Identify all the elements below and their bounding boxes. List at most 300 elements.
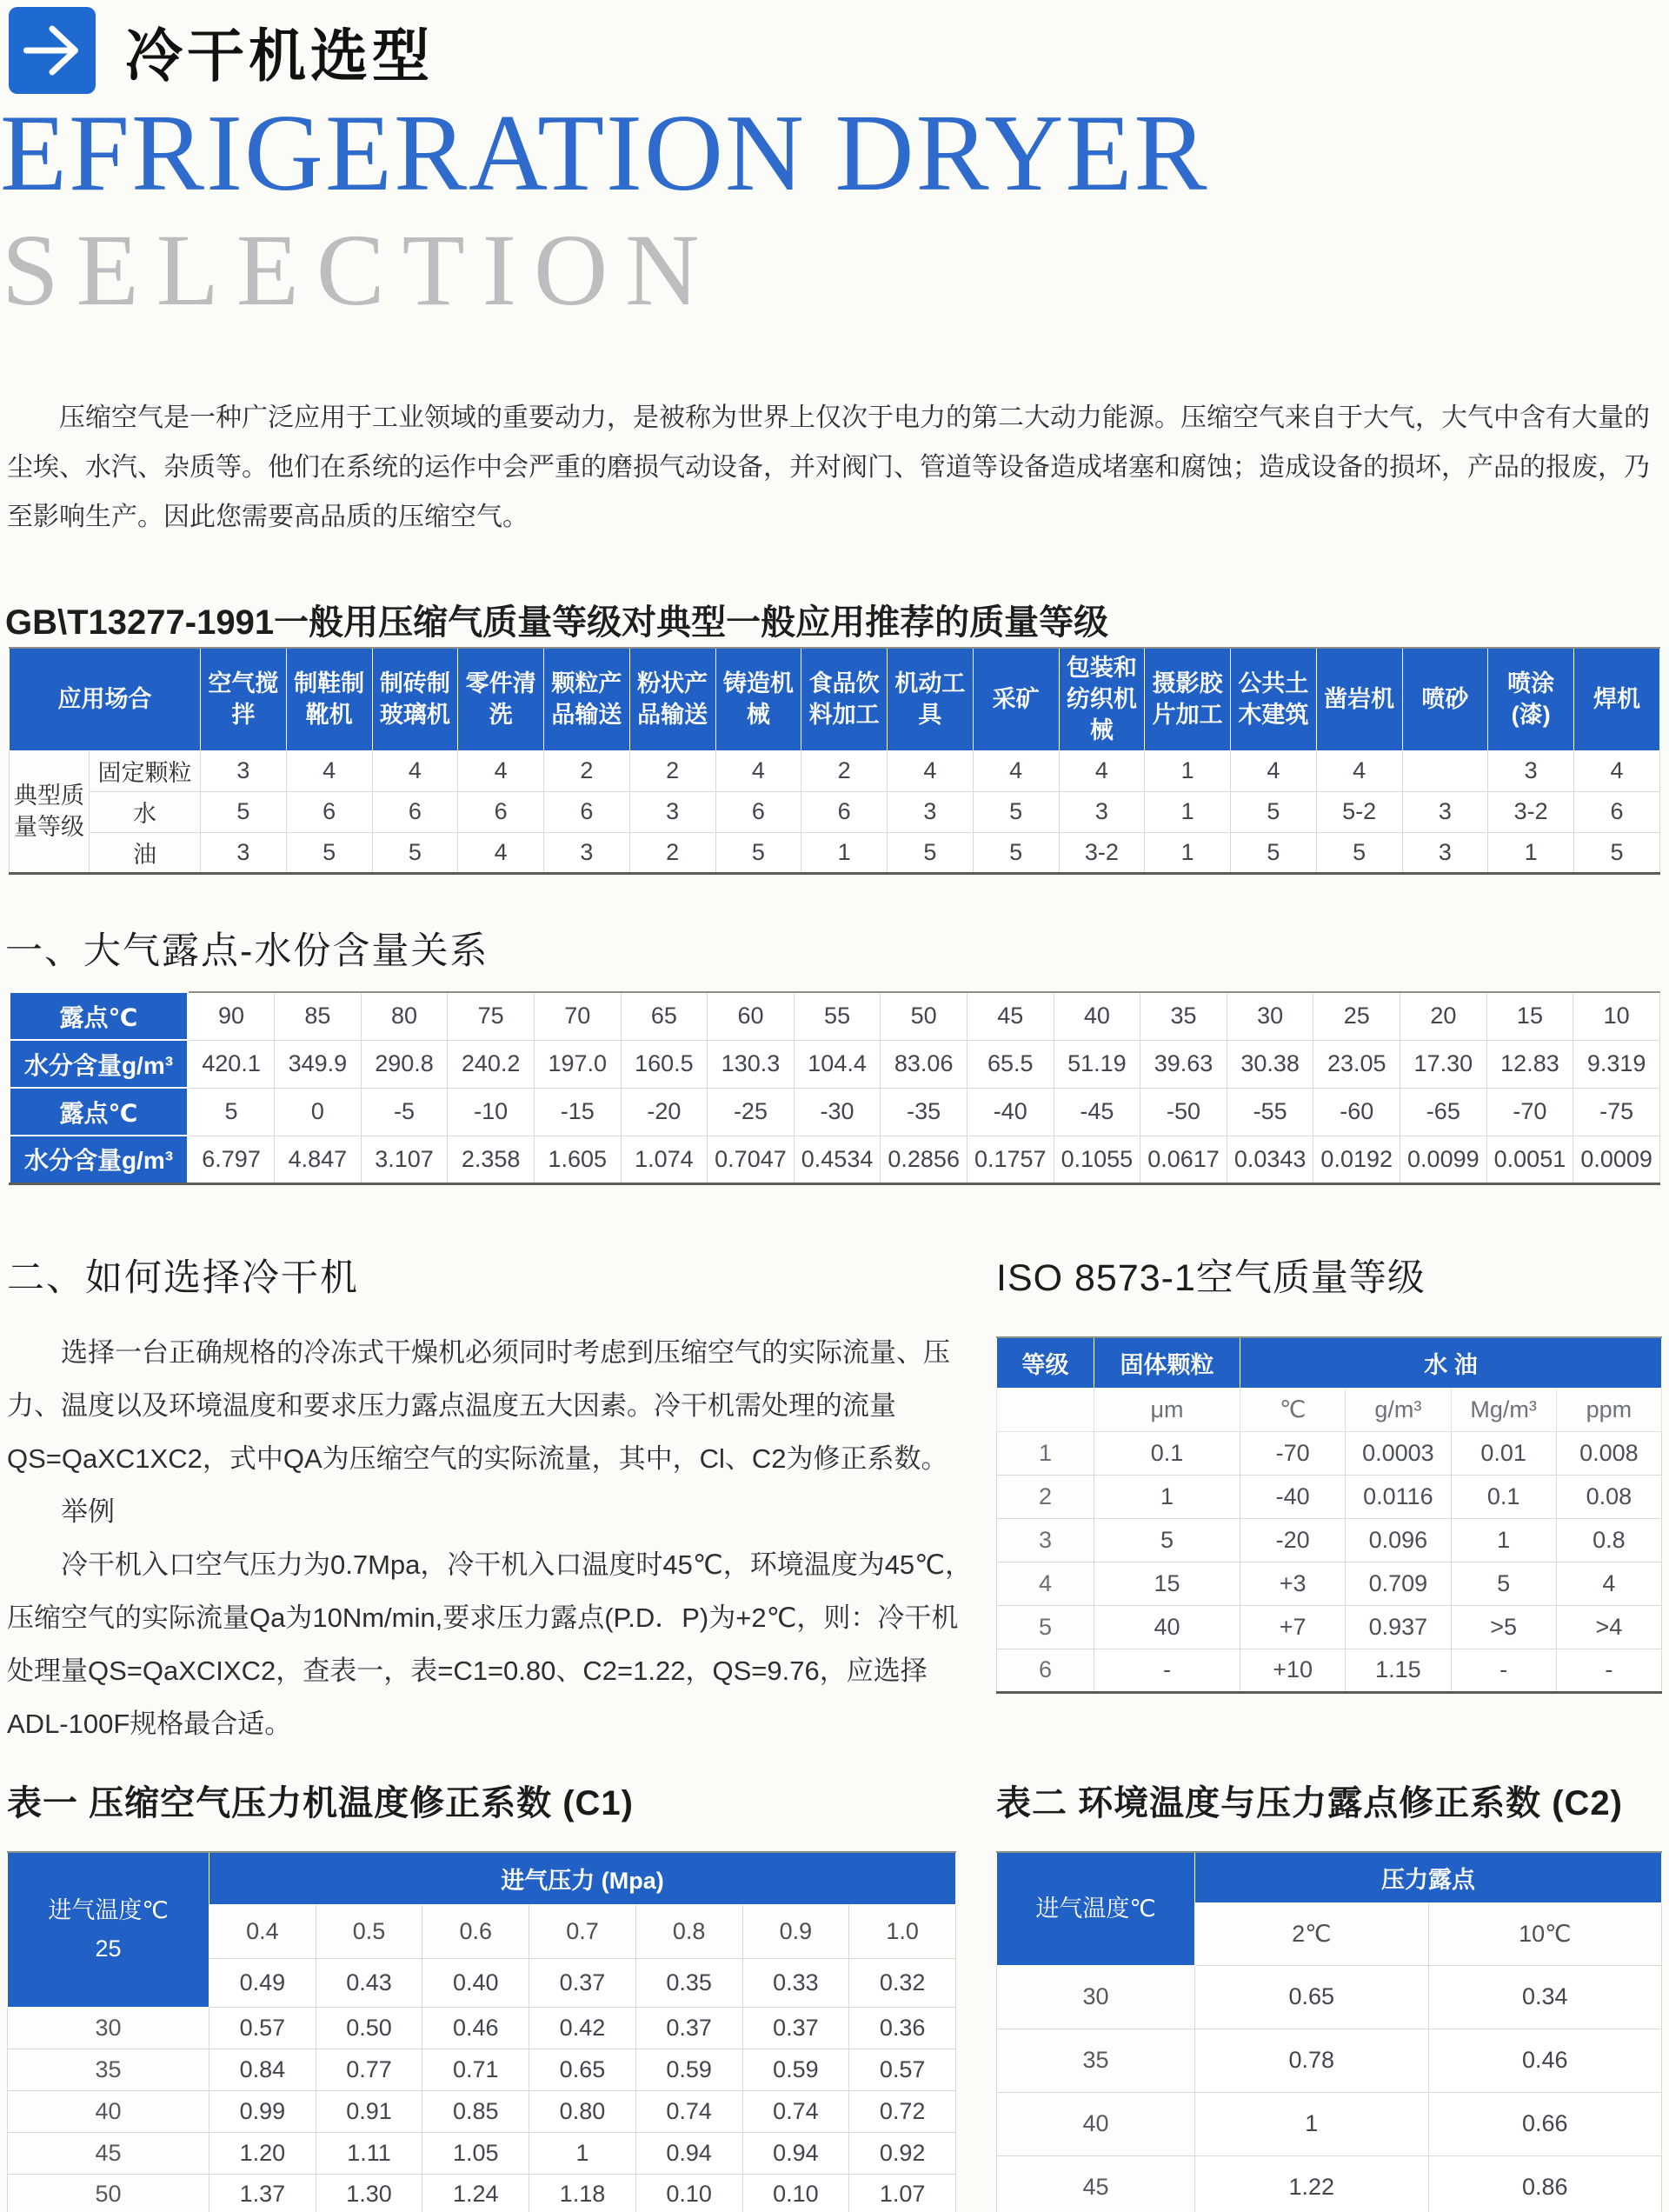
table-row — [997, 2155, 1662, 2212]
row-label: 1 — [997, 1431, 1094, 1475]
column-header: 制砖制玻璃机 — [372, 648, 458, 750]
table-cell: 5 — [1231, 832, 1317, 873]
table-cell: 9.319 — [1573, 1040, 1660, 1088]
table-cell: 0.65 — [1195, 1965, 1429, 2029]
table-cell: 1 — [1451, 1518, 1556, 1562]
table-cell: 2 — [544, 750, 630, 791]
c2-corner-label: 进气温度℃ — [1035, 1896, 1156, 1922]
table-cell: 0.80 — [529, 2090, 636, 2132]
page-title-cn: 冷干机选型 — [125, 23, 434, 88]
table-cell: 5 — [973, 791, 1059, 832]
table-row — [10, 791, 1660, 832]
section1-title: 一、大气露点-水份含量关系 — [5, 930, 489, 972]
table-cell: 2.358 — [448, 1136, 535, 1183]
table-cell: 15 — [1094, 1562, 1240, 1605]
table-cell: 3 — [201, 832, 287, 873]
table-cell: 240.2 — [448, 1040, 535, 1088]
table-cell: 1.18 — [529, 2174, 636, 2212]
table-cell: 6.797 — [188, 1136, 275, 1183]
table-cell: 4 — [1316, 750, 1402, 791]
table-cell: 6 — [372, 791, 458, 832]
table-cell: 1.37 — [209, 2174, 316, 2212]
table-cell: 5-2 — [1316, 791, 1402, 832]
table-cell: 0.72 — [849, 2090, 956, 2132]
table-cell: -45 — [1054, 1088, 1140, 1136]
table-cell: 30 — [1227, 992, 1313, 1040]
table-cell: 197.0 — [534, 1040, 621, 1088]
table-cell: 4 — [888, 750, 974, 791]
row-label: 4 — [997, 1562, 1094, 1605]
row-label: 露点℃ — [10, 1088, 188, 1136]
table-row — [997, 2029, 1662, 2092]
table-cell: 0.99 — [209, 2090, 316, 2132]
table-cell: 90 — [188, 992, 275, 1040]
table-cell: 0.84 — [209, 2049, 316, 2090]
table-cell: 0.85 — [422, 2090, 529, 2132]
table-cell: >5 — [1451, 1605, 1556, 1649]
intro-paragraph: 压缩空气是一种广泛应用于工业领域的重要动力，是被称为世界上仅次于电力的第二大动力能源。压缩空气来自于大气，大气中含有大量的尘埃、水汽、杂质等。他们在系统的运作中会严重的磨损气动设备，并对阀门、管道等设备造成堵塞和腐蚀；造成设备的损坏，产品的报废，乃至影响生产。因此您需要高品质的压缩空气。 — [7, 403, 1650, 531]
unit-header: μm — [1094, 1388, 1240, 1431]
table-cell: 5 — [1316, 832, 1402, 873]
table-cell: 1.074 — [621, 1136, 708, 1183]
table-cell: 0.10 — [742, 2174, 849, 2212]
table-cell: 6 — [715, 791, 801, 832]
column-header: 空气搅拌 — [201, 648, 287, 750]
table-cell: 10 — [1573, 992, 1660, 1040]
column-header: 焊机 — [1574, 648, 1660, 750]
table-cell: 35 — [1140, 992, 1227, 1040]
column-header: 喷砂 — [1402, 648, 1488, 750]
iso-table — [996, 1336, 1662, 1694]
table-cell: 104.4 — [794, 1040, 881, 1088]
table-cell: -50 — [1140, 1088, 1227, 1136]
table-cell: 0.1 — [1094, 1431, 1240, 1475]
page-title-en-line2: SELECTION — [2, 213, 717, 327]
c1-header-row — [8, 1852, 956, 1904]
table-cell: 0.937 — [1346, 1605, 1451, 1649]
table-cell: 6 — [544, 791, 630, 832]
c1-corner-cell — [8, 1852, 209, 2007]
c1-pressure-header: 进气压力 (Mpa) — [209, 1852, 956, 1904]
table-cell: 6 — [801, 791, 888, 832]
table-cell: 0.10 — [635, 2174, 742, 2212]
table-cell: 3-2 — [1488, 791, 1574, 832]
table-cell: 3 — [201, 750, 287, 791]
table-cell: 4 — [286, 750, 372, 791]
table-cell: 0.94 — [635, 2132, 742, 2174]
table-cell: 4 — [1556, 1562, 1661, 1605]
c2-body — [997, 1965, 1662, 2212]
table-cell: 0.35 — [635, 1958, 742, 2007]
table-cell: 3 — [1402, 791, 1488, 832]
row-label: 水 — [90, 791, 201, 832]
table-cell: -30 — [794, 1088, 881, 1136]
pressure-header: 0.9 — [742, 1904, 849, 1958]
table-cell: 0.0617 — [1140, 1136, 1227, 1183]
column-header: 食品饮料加工 — [801, 648, 888, 750]
table-cell: 0.0343 — [1227, 1136, 1313, 1183]
iso-section — [996, 1249, 1662, 1694]
table-cell: - — [1556, 1649, 1661, 1692]
table-cell: 0.59 — [635, 2049, 742, 2090]
column-header: 零件清洗 — [458, 648, 544, 750]
table-cell: 0.77 — [316, 2049, 422, 2090]
table-c1-title: 表一 压缩空气压力机温度修正系数 (C1) — [7, 1784, 634, 1822]
table-cell: 2 — [629, 750, 715, 791]
iso-header-water-oil: 水 油 — [1240, 1337, 1662, 1388]
table-cell: 0.50 — [316, 2007, 422, 2049]
table-cell: 4 — [458, 832, 544, 873]
table-cell: 0.01 — [1451, 1431, 1556, 1475]
column-header: 凿岩机 — [1316, 648, 1402, 750]
table-cell: 3 — [544, 832, 630, 873]
blank-cell — [997, 1388, 1094, 1431]
table-row — [10, 1040, 1660, 1088]
table-row — [10, 1088, 1660, 1136]
table-cell: 1 — [1094, 1475, 1240, 1518]
table-cell: 0.0051 — [1486, 1136, 1573, 1183]
table-cell: 0.7047 — [708, 1136, 795, 1183]
table-cell: 0.37 — [635, 2007, 742, 2049]
table-cell: 1 — [529, 2132, 636, 2174]
c2-corner-cell — [997, 1852, 1195, 1965]
table-cell: 6 — [286, 791, 372, 832]
table-cell: +7 — [1240, 1605, 1346, 1649]
quality-header-row — [10, 648, 1660, 750]
iso-units-row — [997, 1388, 1662, 1431]
table-cell: 1.07 — [849, 2174, 956, 2212]
section2-paragraph-3: 冷干机入口空气压力为0.7Mpa，冷干机入口温度时45℃，环境温度为45℃，压缩空气的实际流量Qa为10Nm/min,要求压力露点(P.D．P)为+2℃，则：冷干机处理量QS=QaXCIXC2，查表一，表=C1=0.80、C2=1.22，QS=9.76，应选择ADL-100F规格最合适。 — [7, 1549, 972, 1739]
table-cell: 5 — [888, 832, 974, 873]
table-cell: 0.34 — [1428, 1965, 1662, 2029]
c1-corner-label: 进气温度℃ — [48, 1897, 169, 1924]
table-cell: 5 — [188, 1088, 275, 1136]
table-cell: 4.847 — [275, 1136, 362, 1183]
table-c1 — [7, 1851, 956, 2212]
table-cell: 5 — [372, 832, 458, 873]
unit-header: ℃ — [1240, 1388, 1346, 1431]
table-cell: 0.57 — [849, 2049, 956, 2090]
row-label: 固定颗粒 — [90, 750, 201, 791]
table-cell: 0.0192 — [1313, 1136, 1400, 1183]
table-cell: 2 — [801, 750, 888, 791]
temp-label: 40 — [997, 2092, 1195, 2155]
table-cell: -5 — [361, 1088, 448, 1136]
row-label: 5 — [997, 1605, 1094, 1649]
table-cell: 70 — [534, 992, 621, 1040]
column-header: 采矿 — [973, 648, 1059, 750]
table-cell: 39.63 — [1140, 1040, 1227, 1088]
column-header: 制鞋制靴机 — [286, 648, 372, 750]
row-label: 油 — [90, 832, 201, 873]
table-cell: 17.30 — [1400, 1040, 1487, 1088]
table-cell: 4 — [458, 750, 544, 791]
table-cell: 85 — [275, 992, 362, 1040]
table-cell: -75 — [1573, 1088, 1660, 1136]
table-cell: 0.91 — [316, 2090, 422, 2132]
table-cell: 5 — [715, 832, 801, 873]
table-cell: 75 — [448, 992, 535, 1040]
corner-header: 应用场合 — [10, 648, 201, 750]
table-cell: 55 — [794, 992, 881, 1040]
table-cell: 6 — [458, 791, 544, 832]
table-cell: 1 — [1488, 832, 1574, 873]
table-cell: -10 — [448, 1088, 535, 1136]
table-cell: 50 — [881, 992, 967, 1040]
pressure-header: 0.8 — [635, 1904, 742, 1958]
column-header: 颗粒产品输送 — [544, 648, 630, 750]
table-row — [8, 2174, 956, 2212]
table-cell: 3-2 — [1059, 832, 1145, 873]
table-cell: 80 — [361, 992, 448, 1040]
table-cell: 0.66 — [1428, 2092, 1662, 2155]
row-label: 露点℃ — [10, 992, 188, 1040]
table-cell: 4 — [1059, 750, 1145, 791]
table-cell: 1.11 — [316, 2132, 422, 2174]
table-cell: -55 — [1227, 1088, 1313, 1136]
table-cell: 1 — [1195, 2092, 1429, 2155]
temp-label: 45 — [997, 2155, 1195, 2212]
table-cell: 83.06 — [881, 1040, 967, 1088]
section2-paragraph-1: 选择一台正确规格的冷冻式干燥机必须同时考虑到压缩空气的实际流量、压力、温度以及环境温度和要求压力露点温度五大因素。冷干机需处理的流量QS=QaXC1XC2，式中QA为压缩空气的实际流量，其中，Cl、C2为修正系数。 — [7, 1337, 950, 1474]
arrow-right-icon — [9, 7, 96, 94]
table-cell: 65 — [621, 992, 708, 1040]
pressure-header: 0.5 — [316, 1904, 422, 1958]
table-cell: -70 — [1240, 1431, 1346, 1475]
temp-label: 30 — [8, 2007, 209, 2049]
table-row — [997, 1431, 1662, 1475]
table-cell: 30.38 — [1227, 1040, 1313, 1088]
page-header — [9, 7, 434, 94]
table-row — [8, 2132, 956, 2174]
page-title-en: EFRIGERATION DRYER — [0, 93, 1209, 214]
table-cell: 15 — [1486, 992, 1573, 1040]
table-row — [8, 2049, 956, 2090]
table-cell: 5 — [1094, 1518, 1240, 1562]
table-cell: 4 — [973, 750, 1059, 791]
c2-dewpoint-header: 压力露点 — [1195, 1852, 1662, 1902]
table-row — [997, 2092, 1662, 2155]
table-cell: -60 — [1313, 1088, 1400, 1136]
table-cell: 0.0116 — [1346, 1475, 1451, 1518]
row-label: 6 — [997, 1649, 1094, 1692]
row-label: 水分含量g/m³ — [10, 1040, 188, 1088]
table-cell: 0.40 — [422, 1958, 529, 2007]
table-row — [10, 832, 1660, 873]
table-cell: 20 — [1400, 992, 1487, 1040]
column-header: 铸造机械 — [715, 648, 801, 750]
dewpoint-header: 2℃ — [1195, 1902, 1429, 1965]
temp-label: 45 — [8, 2132, 209, 2174]
table-cell: -15 — [534, 1088, 621, 1136]
table-cell: 0.42 — [529, 2007, 636, 2049]
table-cell: 160.5 — [621, 1040, 708, 1088]
table-cell: 3.107 — [361, 1136, 448, 1183]
table-cell: -40 — [967, 1088, 1054, 1136]
table-cell: 349.9 — [275, 1040, 362, 1088]
table-row — [8, 2007, 956, 2049]
table-cell: 4 — [715, 750, 801, 791]
table-cell: 3 — [629, 791, 715, 832]
table-cell: 0.37 — [529, 1958, 636, 2007]
table-cell: -20 — [621, 1088, 708, 1136]
table-cell: 40 — [1094, 1605, 1240, 1649]
table-cell: 0.86 — [1428, 2155, 1662, 2212]
table-cell: 3 — [1059, 791, 1145, 832]
table-cell: 0.709 — [1346, 1562, 1451, 1605]
c1-corner-value: 25 — [95, 1936, 122, 1962]
table-cell — [1402, 750, 1488, 791]
temp-label: 35 — [997, 2029, 1195, 2092]
table-cell: 5 — [1451, 1562, 1556, 1605]
table-cell: 12.83 — [1486, 1040, 1573, 1088]
section2-paragraph-2: 举例 — [61, 1496, 115, 1527]
table-cell: 4 — [372, 750, 458, 791]
iso-table-title: ISO 8573-1空气质量等级 — [996, 1257, 1426, 1299]
table-cell: 0.4534 — [794, 1136, 881, 1183]
pressure-header: 1.0 — [849, 1904, 956, 1958]
table-cell: 40 — [1054, 992, 1140, 1040]
table-cell: 23.05 — [1313, 1040, 1400, 1088]
table-row — [997, 1562, 1662, 1605]
table-cell: 6 — [1574, 791, 1660, 832]
table-cell: +10 — [1240, 1649, 1346, 1692]
quality-table — [9, 647, 1660, 875]
table-c2 — [996, 1851, 1662, 2212]
table-cell: 1 — [1145, 791, 1231, 832]
table-cell: 45 — [967, 992, 1054, 1040]
temp-label: 50 — [8, 2174, 209, 2212]
table-cell: 0.008 — [1556, 1431, 1661, 1475]
table-cell: - — [1094, 1649, 1240, 1692]
table-c2-section — [996, 1776, 1662, 2212]
table-cell: -35 — [881, 1088, 967, 1136]
table-cell: -25 — [708, 1088, 795, 1136]
iso-header-row — [997, 1337, 1662, 1388]
table-cell: 0.33 — [742, 1958, 849, 2007]
table-cell: 1 — [1145, 750, 1231, 791]
c1-body — [8, 2007, 956, 2212]
table-cell: 5 — [286, 832, 372, 873]
table-cell: 2 — [629, 832, 715, 873]
table-cell: 60 — [708, 992, 795, 1040]
column-header: 公共土木建筑 — [1231, 648, 1317, 750]
table-cell: 0.1757 — [967, 1136, 1054, 1183]
row-label: 3 — [997, 1518, 1094, 1562]
table-cell: - — [1451, 1649, 1556, 1692]
pressure-header: 0.4 — [209, 1904, 316, 1958]
dew-body — [10, 992, 1660, 1183]
table-cell: 0.32 — [849, 1958, 956, 2007]
table-cell: 0.36 — [849, 2007, 956, 2049]
table-cell: 420.1 — [188, 1040, 275, 1088]
iso-header-grade: 等级 — [997, 1337, 1094, 1388]
table-cell: 0.46 — [1428, 2029, 1662, 2092]
quality-body — [10, 750, 1660, 873]
table-cell: 0.92 — [849, 2132, 956, 2174]
table-cell: 1 — [1145, 832, 1231, 873]
table-cell: 0.94 — [742, 2132, 849, 2174]
row-group-label: 典型质量等级 — [10, 750, 90, 873]
section2 — [7, 1249, 982, 1750]
table-cell: 0.71 — [422, 2049, 529, 2090]
table-cell: 0.57 — [209, 2007, 316, 2049]
table-cell: 5 — [201, 791, 287, 832]
table-cell: 3 — [1488, 750, 1574, 791]
table-row — [997, 1518, 1662, 1562]
table-row — [8, 2090, 956, 2132]
table-cell: 0.08 — [1556, 1475, 1661, 1518]
table-row — [10, 750, 1660, 791]
table-cell: 1.605 — [534, 1136, 621, 1183]
table-cell: 0.2856 — [881, 1136, 967, 1183]
dewpoint-header: 10℃ — [1428, 1902, 1662, 1965]
table-cell: -65 — [1400, 1088, 1487, 1136]
table-cell: 0.59 — [742, 2049, 849, 2090]
table-cell: 4 — [1231, 750, 1317, 791]
table-cell: 3 — [888, 791, 974, 832]
column-header: 粉状产品输送 — [629, 648, 715, 750]
table-cell: 65.5 — [967, 1040, 1054, 1088]
table-cell: >4 — [1556, 1605, 1661, 1649]
table-cell: 1.24 — [422, 2174, 529, 2212]
table-cell: 1.22 — [1195, 2155, 1429, 2212]
table-row — [997, 1649, 1662, 1692]
table-cell: 0.74 — [635, 2090, 742, 2132]
column-header: 包装和纺织机械 — [1059, 648, 1145, 750]
dewpoint-table — [9, 991, 1660, 1185]
quality-table-title: GB\T13277-1991一般用压缩气质量等级对典型一般应用推荐的质量等级 — [5, 603, 1109, 642]
table-cell: 0.0003 — [1346, 1431, 1451, 1475]
c2-header-row — [997, 1852, 1662, 1902]
section2-title: 二、如何选择冷干机 — [7, 1257, 359, 1299]
iso-body — [997, 1431, 1662, 1692]
table-cell: 0.46 — [422, 2007, 529, 2049]
table-cell: 1.20 — [209, 2132, 316, 2174]
table-cell: 0 — [275, 1088, 362, 1136]
column-header: 机动工具 — [888, 648, 974, 750]
table-c2-title: 表二 环境温度与压力露点修正系数 (C2) — [996, 1784, 1623, 1822]
table-cell: +3 — [1240, 1562, 1346, 1605]
table-cell: -40 — [1240, 1475, 1346, 1518]
table-cell: 25 — [1313, 992, 1400, 1040]
temp-label: 30 — [997, 1965, 1195, 2029]
table-cell: 0.49 — [209, 1958, 316, 2007]
table-cell: 5 — [973, 832, 1059, 873]
column-header: 摄影胶片加工 — [1145, 648, 1231, 750]
table-cell: 1.30 — [316, 2174, 422, 2212]
table-cell: 0.8 — [1556, 1518, 1661, 1562]
table-row — [997, 1605, 1662, 1649]
table-cell: 1.15 — [1346, 1649, 1451, 1692]
table-cell: 0.0009 — [1573, 1136, 1660, 1183]
pressure-header: 0.6 — [422, 1904, 529, 1958]
unit-header: g/m³ — [1346, 1388, 1451, 1431]
table-row — [10, 992, 1660, 1040]
unit-header: ppm — [1556, 1388, 1661, 1431]
table-cell: 0.37 — [742, 2007, 849, 2049]
table-cell: 0.1055 — [1054, 1136, 1140, 1183]
temp-label: 40 — [8, 2090, 209, 2132]
table-cell: 51.19 — [1054, 1040, 1140, 1088]
pressure-header: 0.7 — [529, 1904, 636, 1958]
table-cell: 0.0099 — [1400, 1136, 1487, 1183]
table-cell: 130.3 — [708, 1040, 795, 1088]
table-cell: 1.05 — [422, 2132, 529, 2174]
table-cell: 3 — [1402, 832, 1488, 873]
row-label: 水分含量g/m³ — [10, 1136, 188, 1183]
table-cell: 1 — [801, 832, 888, 873]
